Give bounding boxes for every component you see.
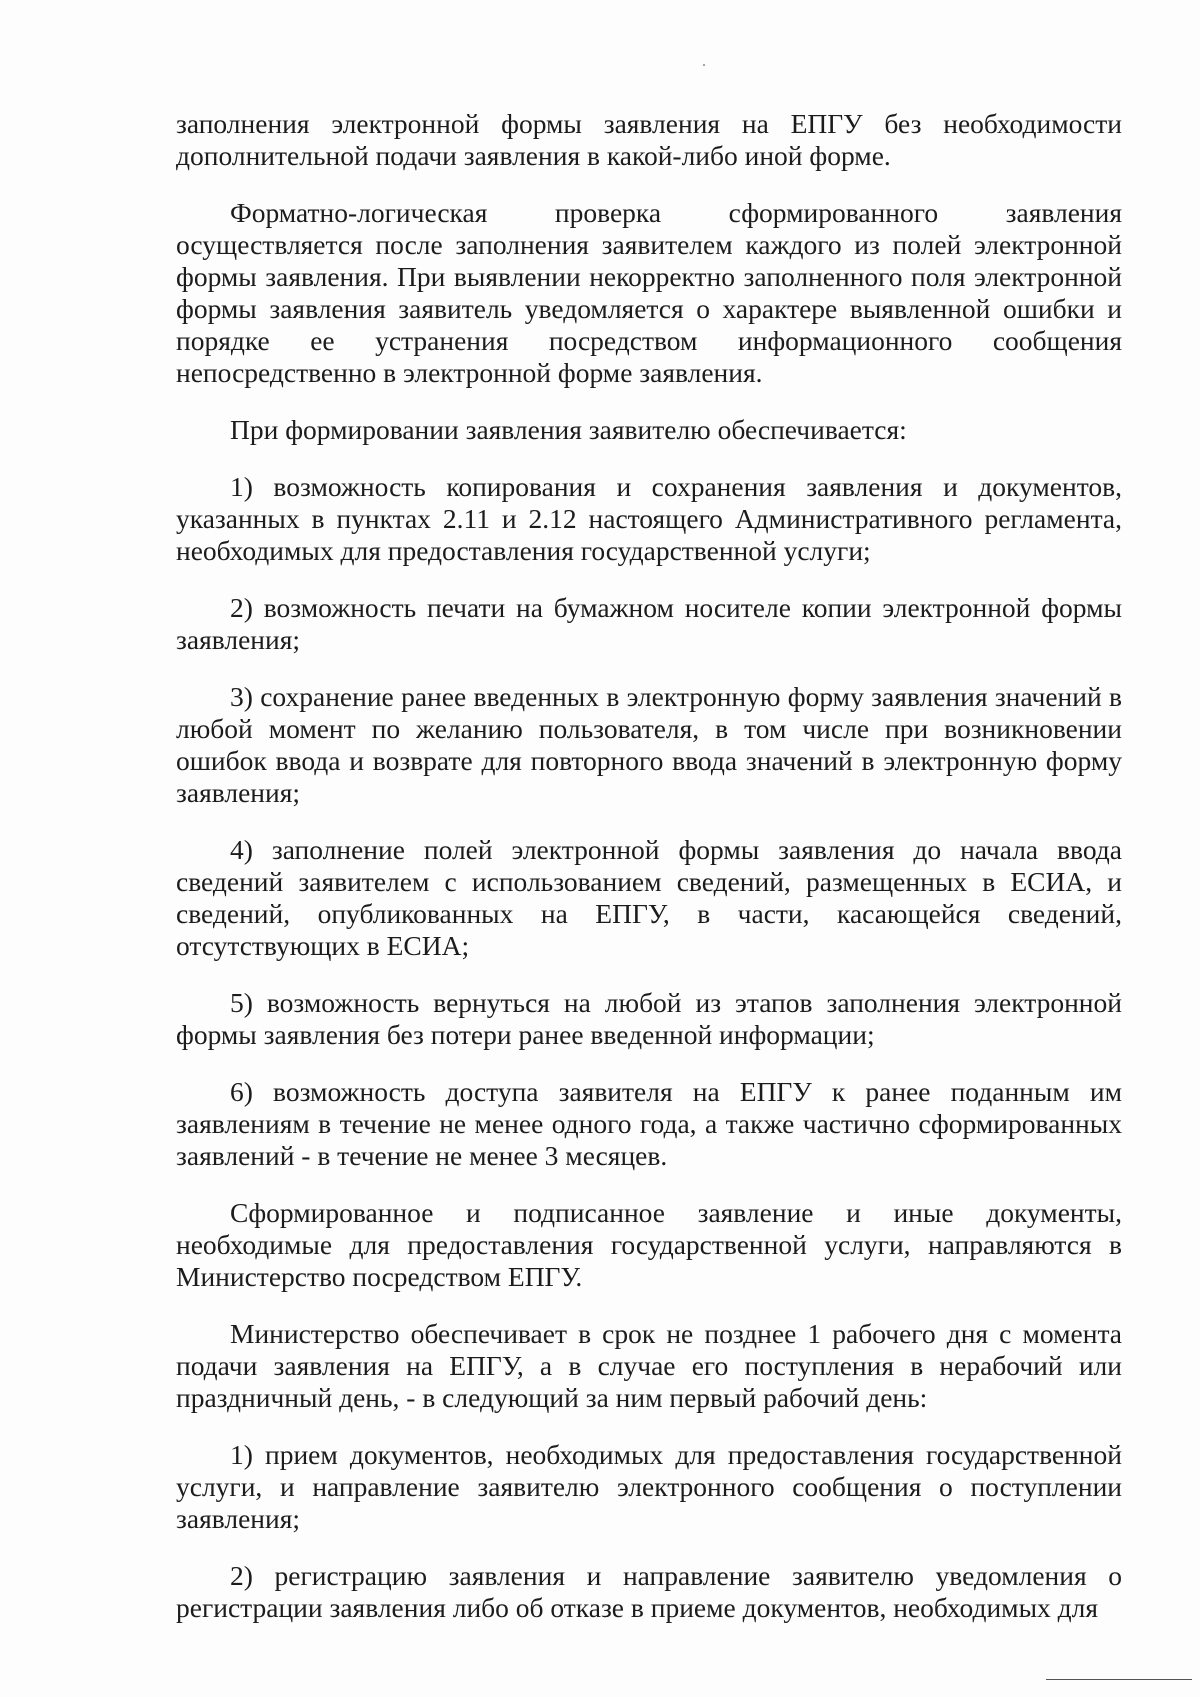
list-item-3-save-values: 3) сохранение ранее введенных в электронную форму заявления значений в любой момент по желанию пользователя, в том числе при возникновении ошибок ввода и возврате для повторного ввода значений в электронную форму заявления;	[176, 681, 1122, 808]
list-item-1-copy-save: 1) возможность копирования и сохранения заявления и документов, указанных в пунктах 2.11 и 2.12 настоящего Административного регламента, необходимых для предоставления государственной услуги;	[176, 471, 1122, 566]
paragraph-signed-submission: Сформированное и подписанное заявление и иные документы, необходимые для предоставления государственной услуги, направляются в Министерство посредством ЕПГУ.	[176, 1197, 1122, 1292]
paragraph-provided-list-intro: При формировании заявления заявителю обеспечивается:	[230, 414, 907, 445]
list-item-6-access: 6) возможность доступа заявителя на ЕПГУ к ранее поданным им заявлениям в течение не менее одного года, а также частично сформированных заявлений - в течение не менее 3 месяцев.	[176, 1076, 1122, 1171]
paragraph-ministry-deadline: Министерство обеспечивает в срок не позднее 1 рабочего дня с момента подачи заявления на ЕПГУ, а в случае его поступления в нерабочий или праздничный день, - в следующий за ним первый рабочий день:	[176, 1318, 1122, 1413]
document-body	[176, 108, 1122, 1624]
footer-rule	[1046, 1679, 1192, 1680]
scan-speck	[703, 64, 705, 66]
list-item-4-prefill: 4) заполнение полей электронной формы заявления до начала ввода сведений заявителем с использованием сведений, размещенных в ЕСИА, и сведений, опубликованных на ЕПГУ, в части, касающейся сведений, отсутствующих в ЕСИА;	[176, 834, 1122, 961]
paragraph-format-check: Форматно-логическая проверка сформированного заявления осуществляется после заполнения заявителем каждого из полей электронной формы заявления. При выявлении некорректно заполненного поля электронной формы заявления заявитель уведомляется о характере выявленной ошибки и порядке ее устранения посредством информационного сообщения непосредственно в электронной форме заявления.	[176, 197, 1122, 388]
list-item-2-registration: 2) регистрацию заявления и направление заявителю уведомления о регистрации заявления либо об отказе в приеме документов, необходимых для	[176, 1560, 1122, 1623]
paragraph-continuation: заполнения электронной формы заявления на ЕПГУ без необходимости дополнительной подачи заявления в какой-либо иной форме.	[176, 108, 1122, 171]
list-item-2-print: 2) возможность печати на бумажном носителе копии электронной формы заявления;	[176, 592, 1122, 655]
list-item-1-receipt: 1) прием документов, необходимых для предоставления государственной услуги, и направление заявителю электронного сообщения о поступлении заявления;	[176, 1439, 1122, 1534]
list-item-5-return-step: 5) возможность вернуться на любой из этапов заполнения электронной формы заявления без потери ранее введенной информации;	[176, 987, 1122, 1050]
